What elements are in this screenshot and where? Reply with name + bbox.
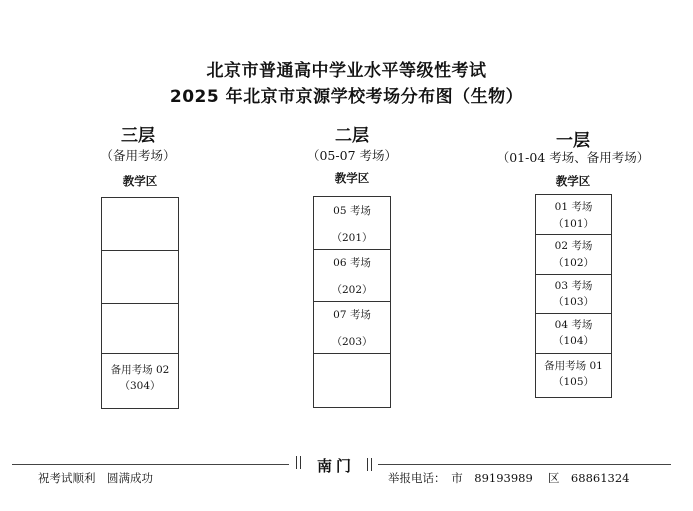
- gate-post-left: [300, 456, 301, 469]
- room-label: 03 考场: [554, 280, 593, 292]
- room-code: （304）: [119, 380, 161, 392]
- room-code: （105）: [552, 376, 595, 388]
- room-label: 04 考场: [554, 319, 593, 331]
- room-cell: [536, 235, 611, 275]
- page-subtitle: 2025 年北京市京源学校考场分布图（生物）: [169, 87, 524, 107]
- room-code: （104）: [552, 335, 595, 347]
- room-cell: [536, 354, 611, 397]
- room-cell: [314, 197, 390, 250]
- room-cell: [102, 198, 178, 251]
- floor-1-building: [535, 194, 612, 398]
- room-cell: [102, 251, 178, 304]
- room-label: 07 考场: [333, 309, 371, 321]
- report-phone-text: 举报电话： 市 89193989 区 68861324: [388, 471, 630, 485]
- room-label: 05 考场: [333, 205, 371, 217]
- floor-1-name: 一层: [556, 131, 590, 151]
- gate-post-right: [367, 458, 368, 471]
- room-label: 06 考场: [333, 257, 371, 269]
- floor-1-subtitle: （01-04 考场、备用考场）: [496, 150, 650, 165]
- gate-post-left: [296, 456, 297, 469]
- room-cell: [102, 354, 178, 408]
- room-cell: [536, 275, 611, 314]
- floor-2-name: 二层: [335, 126, 369, 146]
- page-title: 北京市普通高中学业水平等级性考试: [206, 61, 487, 81]
- floor-2-subtitle: （05-07 考场）: [306, 148, 397, 163]
- room-code: （102）: [552, 257, 595, 269]
- room-code: （101）: [552, 218, 595, 230]
- room-code: （203）: [331, 336, 373, 348]
- gate-post-right: [371, 458, 372, 471]
- boundary-line-left: [12, 464, 289, 465]
- room-code: （103）: [552, 296, 595, 308]
- room-cell: [102, 304, 178, 354]
- floor-3-zone: 教学区: [122, 174, 158, 188]
- room-cell: [314, 250, 390, 302]
- room-cell: [314, 354, 390, 407]
- room-code: （202）: [331, 284, 373, 296]
- wish-text: 祝考试顺利 圆满成功: [38, 471, 153, 485]
- floor-2-zone: 教学区: [334, 171, 370, 185]
- room-label: 01 考场: [554, 201, 593, 213]
- floor-3-subtitle: （备用考场）: [100, 148, 176, 163]
- room-cell: [536, 195, 611, 235]
- room-label: 备用考场 01: [544, 360, 603, 372]
- floor-3-building: [101, 197, 179, 409]
- boundary-line-right: [378, 464, 671, 465]
- floor-2-building: [313, 196, 391, 408]
- south-gate-label: 南门: [316, 457, 355, 475]
- room-cell: [536, 314, 611, 354]
- room-label: 02 考场: [554, 240, 593, 252]
- room-cell: [314, 302, 390, 354]
- room-label: 备用考场 02: [110, 364, 170, 376]
- floor-3-name: 三层: [121, 126, 155, 146]
- room-code: （201）: [331, 232, 373, 244]
- floor-1-zone: 教学区: [555, 174, 591, 188]
